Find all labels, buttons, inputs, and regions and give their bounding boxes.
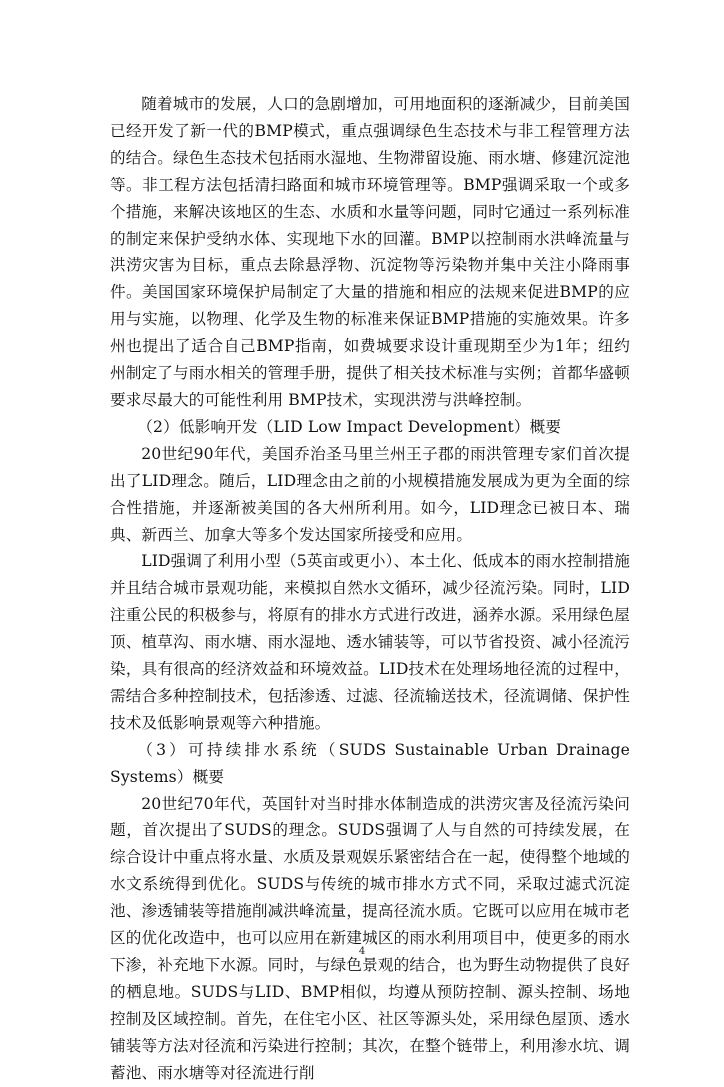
paragraph-bmp: 随着城市的发展，人口的急剧增加，可用地面积的逐渐减少，目前美国已经开发了新一代的BMP模式，重点强调绿色生态技术与非工程管理方法的结合。绿色生态技术包括雨水湿地、生物滞留设施、雨水塘、修建沉淀池等。非工程方法包括清扫路面和城市环境管理等。BMP强调采取一个或多个措施，来解决该地区的生态、水质和水量等问题，同时它通过一系列标准的制定来保护受纳水体、实现地下水的回灌。BMP以控制雨水洪峰流量与洪涝灾害为目标，重点去除悬浮物、沉淀物等污染物并集中关注小降雨事件。美国国家环境保护局制定了大量的措施和相应的法规来促进BMP的应用与实施，以物理、化学及生物的标准来保证BMP措施的实施效果。许多州也提出了适合自己BMP指南，如费城要求设计重现期至少为1年；纽约州制定了与雨水相关的管理手册，提供了相关技术标准与实例；首都华盛顿要求尽最大的可能性利用 BMP技术，实现洪涝与洪峰控制。 [110,95,630,409]
paragraph-suds: 20世纪70年代，英国针对当时排水体制造成的洪涝灾害及径流污染问题，首次提出了SUDS的理念。SUDS强调了人与自然的可持续发展，在综合设计中重点将水量、水质及景观娱乐紧密结合在一起，使得整个地域的水文系统得到优化。SUDS与传统的城市排水方式不同，采取过滤式沉淀池、渗透铺装等措施削减洪峰流量，提高径流水质。它既可以应用在城市老区的优化改造中，也可以应用在新建城区的雨水利用项目中，使更多的雨水下渗，补充地下水源。同时，与绿色景观的结合，也为野生动物提供了良好的栖息地。SUDS与LID、BMP相似，均遵从预防控制、源头控制、场地控制及区域控制。首先，在住宅小区、社区等源头处，采用绿色屋顶、透水铺装等方法对径流和污染进行控制；其次，在整个链带上，利用渗水坑、调蓄池、雨水塘等对径流进行削 [110,794,630,1082]
body-text [110,91,630,1087]
paragraph-lid-features: LID强调了利用小型（5英亩或更小）、本土化、低成本的雨水控制措施并且结合城市景观功能，来模拟自然水文循环，减少径流污染。同时，LID注重公民的积极参与，将原有的排水方式进行改进，涵养水源。采用绿色屋顶、植草沟、雨水塘、雨水湿地、透水铺装等，可以节省投资、减小径流污染，具有很高的经济效益和环境效益。LID技术在处理场地径流的过程中，需结合多种控制技术，包括渗透、过滤、径流输送技术，径流调储、保护性技术及低影响景观等六种措施。 [110,552,630,732]
section-heading-suds: （3）可持续排水系统（SUDS Sustainable Urban Drainage Systems）概要 [110,740,630,786]
paragraph-lid-origin: 20世纪90年代，美国乔治圣马里兰州王子郡的雨洪管理专家们首次提出了LID理念。随后，LID理念由之前的小规模措施发展成为更为全面的综合性措施，并逐渐被美国的各大州所利用。如今，LID理念已被日本、瑞典、新西兰、加拿大等多个发达国家所接受和应用。 [110,444,630,544]
section-heading-lid: （2）低影响开发（LID Low Impact Development）概要 [137,417,562,436]
page-number: 4 [358,946,366,957]
